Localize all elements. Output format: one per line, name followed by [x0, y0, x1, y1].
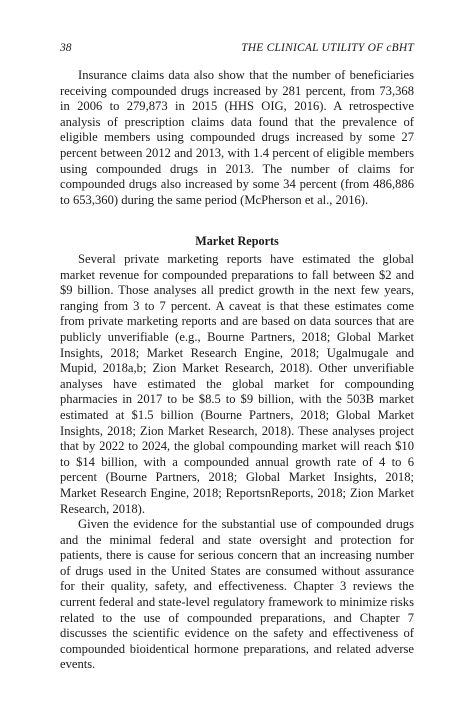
page-number: 38 — [60, 42, 72, 54]
running-head: THE CLINICAL UTILITY OF cBHT — [241, 42, 414, 54]
paragraph: Given the evidence for the substantial use of compounded drugs and the minimal federal and state oversight and protection for patients, there is cause for serious concern that an increasing number of drugs used in the United States are consumed without assurance for their quality, safety, and effectiveness. Chapter 3 reviews the current federal and state-level regulatory framework to minimize risks related to the use of compounded preparations, and Chapter 7 discusses the scientific evidence on the safety and effectiveness of compounded bioidentical hormone preparations, and related adverse events. — [60, 517, 414, 672]
body-text-bottom — [60, 252, 414, 673]
paragraph: Insurance claims data also show that the number of beneficiaries receiving compounded drugs increased by 281 percent, from 73,368 in 2006 to 279,873 in 2015 (HHS OIG, 2016). A retrospective analysis of prescription claims data found that the prevalence of eligible members using compounded drugs increased by some 27 percent between 2012 and 2013, with 1.4 percent of eligible members using compounded drugs in 2013. The number of claims for compounded drugs also increased by some 34 percent (from 486,886 to 653,360) during the same period (McPherson et al., 2016). — [60, 68, 414, 207]
paragraph: Several private marketing reports have estimated the global market revenue for compounded preparations to fall between $2 and $9 billion. Those analyses all predict growth in the next few years, ranging from 3 to 7 percent. A caveat is that these estimates come from private marketing reports and are based on data sources that are publicly unverifiable (e.g., Bourne Partners, 2018; Global Market Insights, 2018; Market Research Engine, 2018; Ugalmugale and Mupid, 2018a,b; Zion Market Research, 2018). Other unverifiable analyses have estimated the global market for compounding pharmacies in 2017 to be $8.5 to $9 billion, with the 503B market estimated at $1.5 billion (Bourne Partners, 2018; Global Market Insights, 2018; Zion Market Research, 2018). These analyses project that by 2022 to 2024, the global compounding market will reach $10 to $14 billion, with a compounded annual growth rate of 4 to 6 percent (Bourne Partners, 2018; Global Market Insights, 2018; Market Research Engine, 2018; ReportsnReports, 2018; Zion Market Research, 2018). — [60, 252, 414, 516]
page-header — [60, 40, 414, 56]
body-text-top — [60, 68, 414, 208]
section-heading: Market Reports — [195, 234, 279, 248]
